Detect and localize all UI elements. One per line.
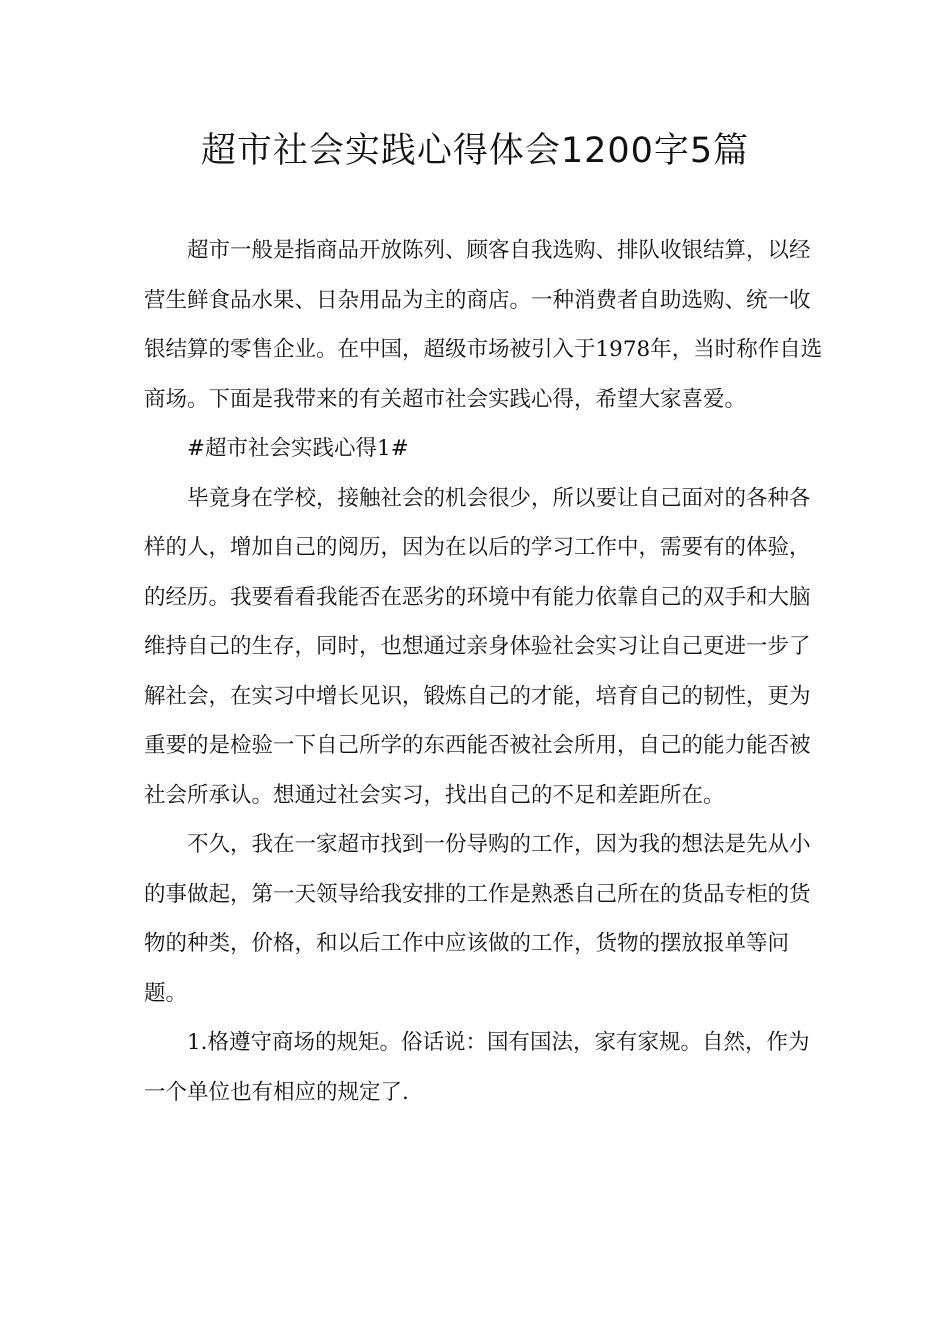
body-paragraph-3: 1.格遵守商场的规矩。俗话说：国有国法，家有家规。自然，作为一个单位也有相应的规定了. [144,1030,810,1105]
body-paragraph-1: 毕竟身在学校，接触社会的机会很少，所以要让自己面对的各种各样的人，增加自己的阅历，因为在以后的学习工作中，需要有的体验，的经历。我要看看我能否在恶劣的环境中有能力依靠自己的双手和大脑维持自己的生存，同时，也想通过亲身体验社会实习让自己更进一步了解社会，在实习中增长见识，锻炼自己的才能，培育自己的韧性，更为重要的是检验一下自己所学的东西能否被社会所用，自己的能力能否被社会所承认。想通过社会实习，找出自己的不足和差距所在。 [144,485,811,808]
document-title: 超市社会实践心得体会1200字5篇 [200,131,750,171]
section-heading: #超市社会实践心得1# [187,436,409,461]
intro-paragraph: 超市一般是指商品开放陈列、顾客自我选购、排队收银结算，以经营生鲜食品水果、日杂用品为主的商店。一种消费者自助选购、统一收银结算的零售企业。在中国，超级市场被引入于1978年，当时称作自选商场。下面是我带来的有关超市社会实践心得，希望大家喜爱。 [144,238,823,412]
document-body [144,226,824,1117]
body-paragraph-2: 不久，我在一家超市找到一份导购的工作，因为我的想法是先从小的事做起，第一天领导给我安排的工作是熟悉自己所在的货品专柜的货物的种类，价格，和以后工作中应该做的工作，货物的摆放报单等问题。 [144,832,811,1006]
